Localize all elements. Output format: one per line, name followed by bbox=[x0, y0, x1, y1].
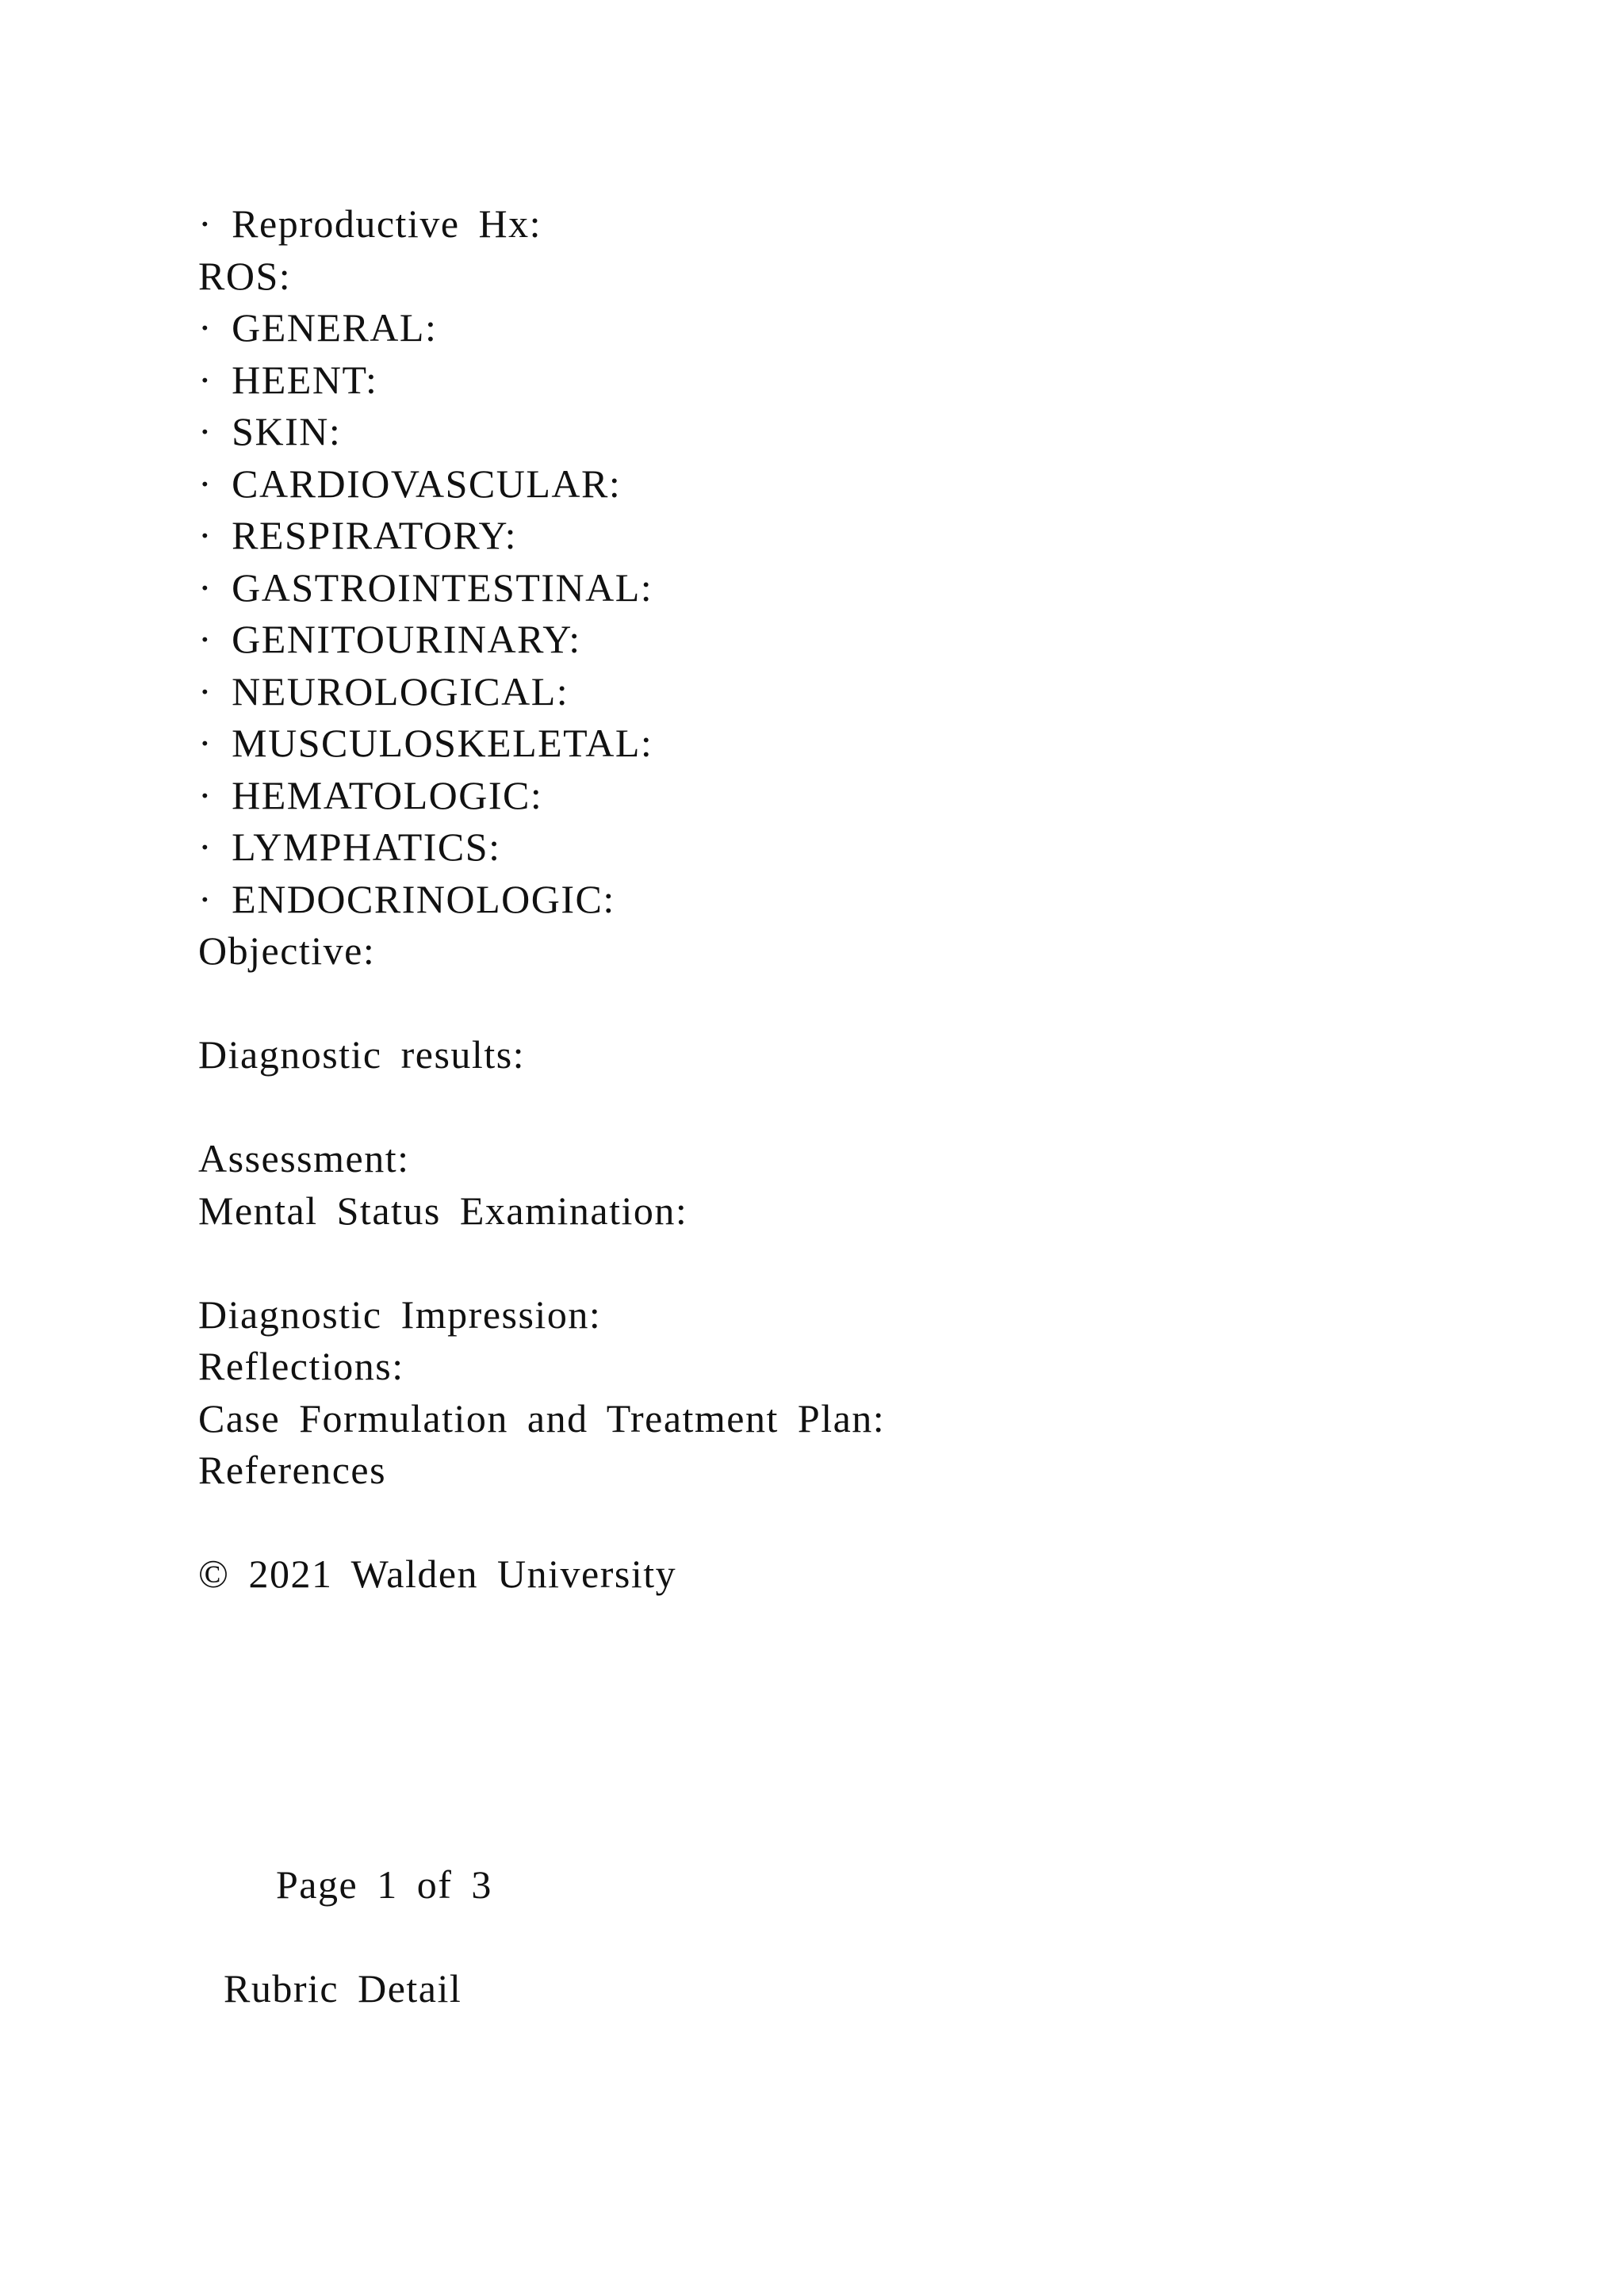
ros-respiratory-item: · RESPIRATORY: bbox=[198, 513, 517, 557]
diagnostic-impression-heading: Diagnostic Impression: bbox=[198, 1292, 602, 1337]
blank-line bbox=[198, 1081, 1467, 1134]
rubric-detail-heading: Rubric Detail bbox=[224, 1966, 462, 2011]
reproductive-hx-item: · Reproductive Hx: bbox=[198, 201, 542, 246]
ros-heading: ROS: bbox=[198, 253, 292, 298]
mental-status-examination-heading: Mental Status Examination: bbox=[198, 1188, 688, 1233]
ros-heent-item: · HEENT: bbox=[198, 357, 378, 402]
ros-musculoskeletal-item: · MUSCULOSKELETAL: bbox=[198, 721, 653, 765]
ros-cardiovascular-item: · CARDIOVASCULAR: bbox=[198, 461, 622, 506]
ros-endocrinologic-item: · ENDOCRINOLOGIC: bbox=[198, 876, 615, 921]
diagnostic-results-heading: Diagnostic results: bbox=[198, 1032, 526, 1077]
copyright-notice: © 2021 Walden University bbox=[198, 1552, 677, 1596]
ros-general-item: · GENERAL: bbox=[198, 305, 438, 350]
ros-lymphatics-item: · LYMPHATICS: bbox=[198, 825, 501, 869]
blank-line bbox=[198, 978, 1467, 1030]
ros-neurological-item: · NEUROLOGICAL: bbox=[198, 668, 569, 714]
page-number: Page 1 of 3 bbox=[276, 1862, 492, 1907]
document-body bbox=[198, 198, 1467, 1601]
ros-genitourinary-item: · GENITOURINARY: bbox=[198, 617, 581, 661]
ros-gastrointestinal-item: · GASTROINTESTINAL: bbox=[198, 564, 653, 610]
blank-line bbox=[198, 1237, 1467, 1289]
objective-heading: Objective: bbox=[198, 928, 376, 973]
reflections-heading: Reflections: bbox=[198, 1344, 404, 1388]
ros-hematologic-item: · HEMATOLOGIC: bbox=[198, 772, 543, 817]
blank-line bbox=[198, 1497, 1467, 1549]
assessment-heading: Assessment: bbox=[198, 1136, 410, 1181]
case-formulation-heading: Case Formulation and Treatment Plan: bbox=[198, 1395, 886, 1441]
references-heading: References bbox=[198, 1448, 387, 1492]
ros-skin-item: · SKIN: bbox=[198, 409, 342, 453]
